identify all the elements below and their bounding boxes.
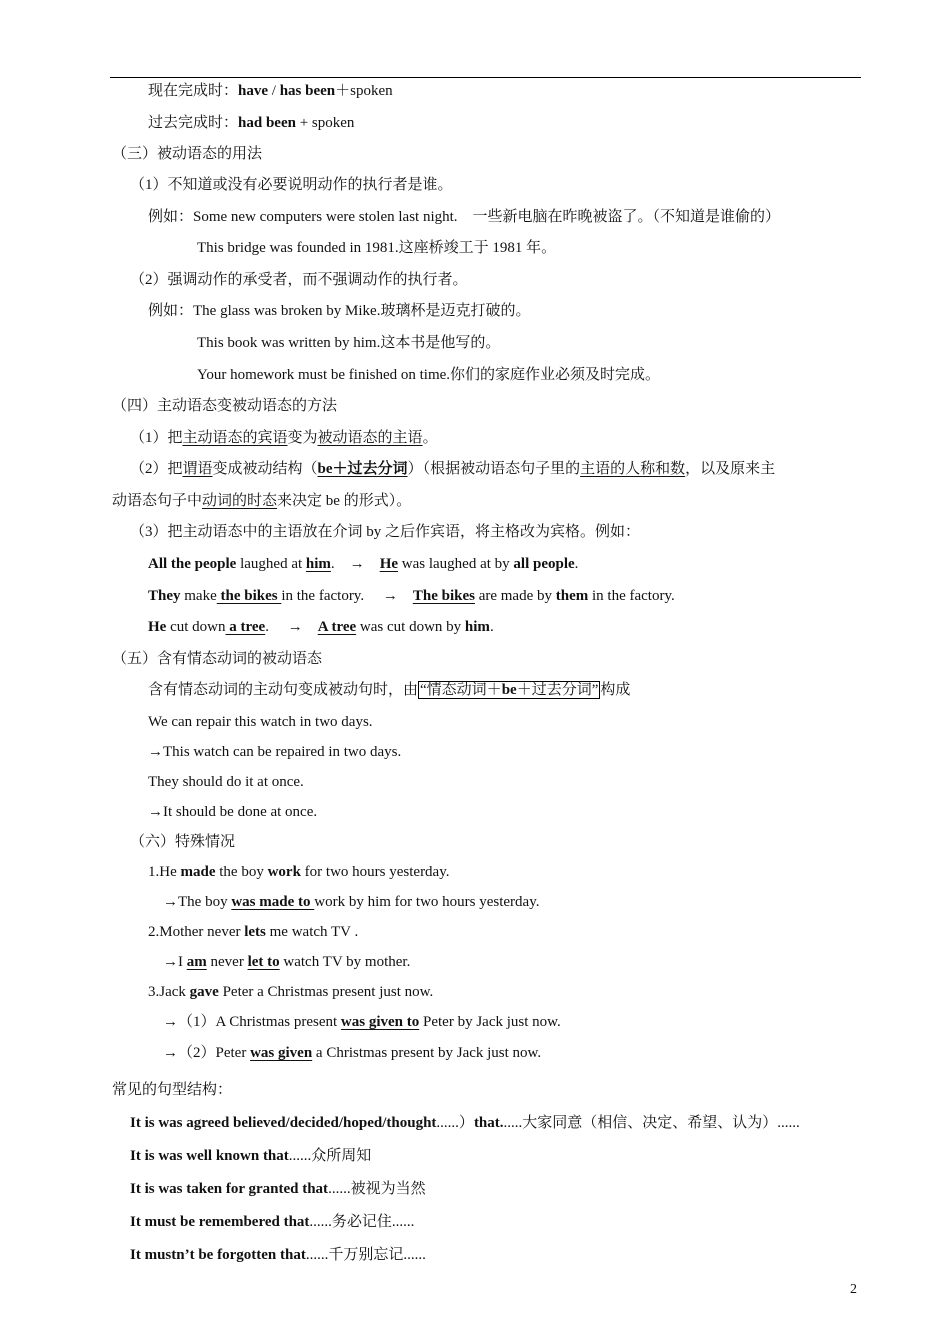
text-line: They should do it at once. bbox=[148, 774, 304, 790]
pattern-line: It is was well known that......众所周知 bbox=[130, 1148, 372, 1164]
text-line: （2）强调动作的承受者，而不强调动作的执行者。 bbox=[130, 272, 468, 288]
example-line: He cut down a tree. → A tree was cut down by him. bbox=[148, 619, 494, 635]
text-line: →（1）A Christmas present was given to Peter by Jack just now. bbox=[163, 1014, 561, 1030]
text-line: →This watch can be repaired in two days. bbox=[148, 744, 402, 760]
text-line: 2.Mother never lets me watch TV . bbox=[148, 924, 359, 940]
text-line: （1）不知道或没有必要说明动作的执行者是谁。 bbox=[130, 177, 453, 193]
pattern-line: It is was agreed believed/decided/hoped/thought......）that......大家同意（相信、决定、希望、认为）...... bbox=[130, 1115, 800, 1131]
section-heading: （六）特殊情况 bbox=[130, 834, 236, 850]
section-heading: （三）被动语态的用法 bbox=[112, 146, 263, 162]
text-line: （1）把主动语态的宾语变为被动语态的主语。 bbox=[130, 430, 438, 446]
text-line: →（2）Peter was given a Christmas present by Jack just now. bbox=[163, 1045, 542, 1061]
text-line: 现在完成时：have / has been＋spoken bbox=[148, 83, 393, 99]
text-line: →It should be done at once. bbox=[148, 804, 318, 820]
pattern-line: It must be remembered that......务必记住...... bbox=[130, 1214, 415, 1230]
text-line: This book was written by him.这本书是他写的。 bbox=[197, 335, 501, 351]
example-line: All the people laughed at him. → He was laughed at by all people. bbox=[148, 556, 579, 572]
text-line: （3）把主动语态中的主语放在介词 by 之后作宾语，将主格改为宾格。例如： bbox=[130, 524, 641, 540]
text-line: 例如：The glass was broken by Mike.玻璃杯是迈克打破的。 bbox=[148, 303, 531, 319]
text-line: 1.He made the boy work for two hours yesterday. bbox=[148, 864, 450, 880]
text-line: （2）把谓语变成被动结构（be＋过去分词）（根据被动语态句子里的主语的人称和数，以及原来主 bbox=[130, 461, 776, 477]
section-heading: （五）含有情态动词的被动语态 bbox=[112, 651, 323, 667]
section-heading: （四）主动语态变被动语态的方法 bbox=[112, 398, 338, 414]
section-heading: 常见的句型结构： bbox=[112, 1082, 233, 1098]
pattern-line: It is was taken for granted that......被视为当然 bbox=[130, 1181, 426, 1197]
text-line: →The boy was made to work by him for two hours yesterday. bbox=[163, 894, 540, 910]
text-line: 3.Jack gave Peter a Christmas present just now. bbox=[148, 984, 434, 1000]
text-line: 过去完成时：had been + spoken bbox=[148, 115, 355, 131]
text-line: →I am never let to watch TV by mother. bbox=[163, 954, 411, 970]
example-line: They make the bikes in the factory. → The bikes are made by them in the factory. bbox=[148, 588, 675, 604]
text-line: This bridge was founded in 1981.这座桥竣工于 1981 年。 bbox=[197, 240, 557, 256]
text-line: We can repair this watch in two days. bbox=[148, 714, 373, 730]
text-line: 含有情态动词的主动句变成被动句时，由 “情态动词＋be＋过去分词” 构成 bbox=[148, 682, 631, 698]
text-line: 动语态句子中动词的时态来决定 be 的形式）。 bbox=[112, 493, 412, 509]
text-line: 例如：Some new computers were stolen last night. 一些新电脑在昨晚被盗了。（不知道是谁偷的） bbox=[148, 209, 781, 225]
page-number: 2 bbox=[850, 1282, 857, 1297]
pattern-line: It mustn’t be forgotten that......千万别忘记...... bbox=[130, 1247, 426, 1263]
text-line: Your homework must be finished on time.你们的家庭作业必须及时完成。 bbox=[197, 367, 661, 383]
formula-box: “情态动词＋be＋过去分词” bbox=[420, 682, 599, 698]
header-rule bbox=[110, 77, 861, 78]
